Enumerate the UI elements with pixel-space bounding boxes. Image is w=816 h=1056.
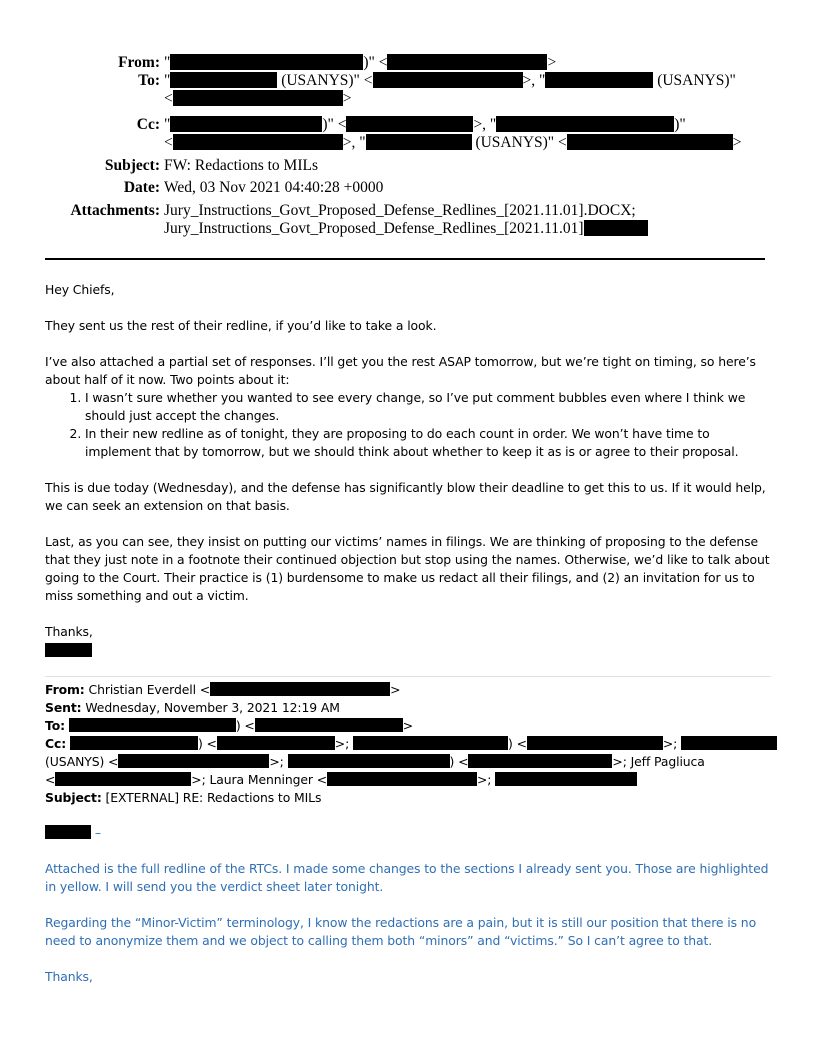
redaction (584, 220, 648, 236)
from-label: From: (118, 54, 160, 71)
attachment-1[interactable]: Jury_Instructions_Govt_Proposed_Defense_Redlines_[2021.11.01].DOCX; (164, 202, 636, 219)
email-body (45, 281, 775, 660)
sign-off: Thanks, (45, 624, 93, 639)
paragraph-3: This is due today (Wednesday), and the defense has significantly blow their deadline to get this to us. If it would help, we can seek an extension on that basis. (45, 480, 766, 513)
forward-separator (45, 676, 771, 677)
redaction (173, 90, 343, 106)
to-label: To: (138, 72, 160, 89)
redaction (327, 772, 477, 786)
subject-value: FW: Redactions to MILs (164, 157, 318, 174)
redaction (45, 643, 92, 657)
redaction (170, 54, 363, 70)
date-value: Wed, 03 Nov 2021 04:40:28 +0000 (164, 179, 384, 196)
email-header (0, 54, 816, 238)
paragraph-2: I’ve also attached a partial set of responses. I’ll get you the rest ASAP tomorrow, but we’re tight on timing, so here’s about half of it now. Two points about it: (45, 354, 756, 387)
attachment-2[interactable]: Jury_Instructions_Govt_Proposed_Defense_Redlines_[2021.11.01] (164, 220, 584, 237)
redaction (170, 72, 277, 88)
forwarded-from-name: Christian Everdell (88, 682, 196, 697)
forwarded-paragraph-1: Attached is the full redline of the RTCs. I made some changes to the sections I already sent you. Those are highlighted in yellow. I will send you the verdict sheet later tonight. (45, 861, 769, 894)
redaction (496, 116, 674, 132)
attachments-row (0, 202, 816, 238)
redaction (45, 825, 91, 839)
cc-row: Cc: " )" < >, " )" < >, " (USANYS)" < > (0, 116, 816, 152)
redaction (346, 116, 473, 132)
redaction (373, 72, 523, 88)
date-row (0, 179, 816, 197)
redaction (353, 736, 508, 750)
attachments-label: Attachments: (70, 202, 160, 219)
greeting: Hey Chiefs, (45, 282, 115, 297)
redaction (69, 718, 236, 732)
redaction (527, 736, 663, 750)
redaction (288, 754, 450, 768)
header-divider (45, 258, 765, 260)
forwarded-sign-off: Thanks, (45, 969, 93, 984)
cc-label: Cc: (136, 116, 160, 133)
list-item: 1. I wasn’t sure whether you wanted to see every change, so I’ve put comment bubbles even where I think we should just accept the changes. (85, 389, 775, 425)
redaction (217, 736, 335, 750)
forwarded-subject: [EXTERNAL] RE: Redactions to MILs (105, 790, 322, 805)
redaction (366, 134, 472, 150)
redaction (55, 772, 191, 786)
redaction (118, 754, 269, 768)
list-item: 2. In their new redline as of tonight, they are proposing to do each count in order. We won’t have time to implement that by tomorrow, but we should think about whether to keep it as is or agree to their proposal. (85, 425, 775, 461)
redaction (70, 736, 198, 750)
forwarded-header: From: Christian Everdell < > Sent: Wednesday, November 3, 2021 12:19 AM To: ) < > Cc: ) < >; ) < >; (USANYS) < >; ) < >; Jeff Pagliuca < >; Laura Menninger < >; Subject: [EXTERNAL] RE: Redactions to MILs (45, 681, 775, 807)
points-list (45, 389, 775, 461)
redaction (255, 718, 403, 732)
paragraph-1: They sent us the rest of their redline, if you’d like to take a look. (45, 318, 437, 333)
redaction (567, 134, 733, 150)
redaction (210, 682, 390, 696)
forwarded-paragraph-2: Regarding the “Minor-Victim” terminology, I know the redactions are a pain, but it is still our position that there is no need to anonymize them and we object to calling them both “minors” and “victims.” So I can’t agree to that. (45, 915, 757, 948)
redaction (545, 72, 653, 88)
redaction (173, 134, 343, 150)
subject-label: Subject: (104, 157, 160, 174)
paragraph-4: Last, as you can see, they insist on putting our victims’ names in filings. We are thinking of proposing to the defense that they just note in a footnote their continued objection but stop using the names. Otherwise, we’d like to talk about going to the Court. Their practice is (1) burdensome to make us redact all their filings, and (2) an invitation for us to miss something and out a victim. (45, 534, 770, 603)
redaction (387, 54, 547, 70)
subject-row (0, 157, 816, 175)
to-row: To: " (USANYS)" < >, " (USANYS)" < > (0, 72, 816, 108)
date-label: Date: (123, 179, 160, 196)
redaction (495, 772, 637, 786)
redaction (468, 754, 612, 768)
redaction (681, 736, 777, 750)
redaction (170, 116, 322, 132)
from-row: From: " )" < > (0, 54, 816, 72)
forwarded-body: – Attached is the full redline of the RTCs. I made some changes to the sections I already sent you. Those are highlighted in yellow. I will send you the verdict sheet later tonight. Regarding the “Minor-Victim” terminology, I know the redactions are a pain, but it is still our position that there is no need to anonymize them and we object to calling them both “minors” and “victims.” So I can’t agree to that. Thanks, (45, 824, 775, 1004)
forwarded-sent: Wednesday, November 3, 2021 12:19 AM (85, 700, 340, 715)
